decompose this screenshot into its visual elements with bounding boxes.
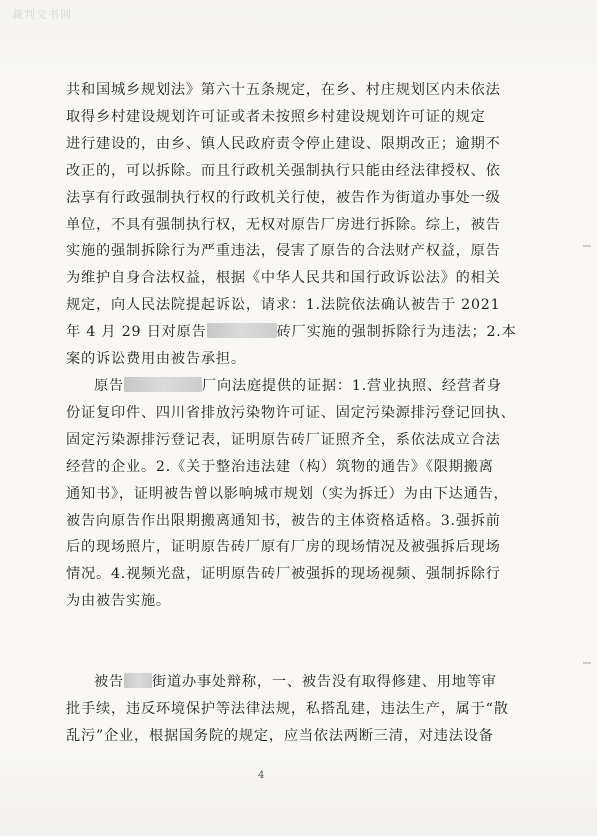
text-line: 通知书》，证明被告曾以影响城市规划（实为拆迁）为由下达通告，	[66, 485, 509, 502]
text-line: 批手续，违反环境保护等法律法规，私搭乱建，违法生产，属于“散	[66, 700, 509, 717]
text-line: 法享有行政强制执行权的行政机关行使，被告作为街道办事处一级	[66, 189, 501, 206]
text-line	[66, 373, 530, 400]
text-line: 单位，不具有强制执行权，无权对原告厂房进行拆除。综上，被告	[66, 216, 501, 233]
page-number: 4	[258, 770, 265, 781]
text-line: 固定污染源排污登记表，证明原告砖厂证照齐全，系依法成立合法	[66, 431, 501, 448]
text-line: 规定，向人民法院提起诉讼，请求：1.法院依法确认被告于 2021	[66, 297, 501, 314]
text-line: 份证复印件、四川省排放污染物许可证、固定污染源排污登记回执、	[66, 404, 516, 421]
text-fragment: 厂向法庭提供的证据：1.营业执照、经营者身	[201, 378, 502, 394]
text-line: 取得乡村建设规划许可证或者未按照乡村建设规划许可证的规定	[66, 108, 486, 125]
paragraph-3	[66, 669, 530, 750]
redaction-block	[124, 673, 152, 688]
redaction-block	[207, 323, 277, 338]
text-fragment: 街道办事处辩称，一、被告没有取得修建、用地等审	[151, 674, 497, 690]
paragraph-2	[66, 373, 530, 615]
paragraph-1	[66, 77, 530, 373]
text-fragment: 原告	[94, 378, 124, 394]
text-line: 为维护自身合法权益，根据《中华人民共和国行政诉讼法》的相关	[66, 270, 501, 287]
text-fragment: 被告	[94, 674, 124, 690]
text-line: 情况。4.视频光盘，证明原告砖厂被强拆的现场视频、强制拆除行	[66, 566, 501, 583]
edge-mark	[583, 245, 591, 247]
watermark: 裁判文书网	[12, 8, 72, 21]
text-line: 进行建设的，由乡、镇人民政府责令停止建设、限期改正；逾期不	[66, 135, 501, 152]
text-line: 改正的，可以拆除。而且行政机关强制执行只能由经法律授权、依	[66, 162, 501, 179]
text-fragment: 砖厂实施的强制拆除行为违法；2.本	[276, 324, 517, 341]
text-fragment: 年 4 月 29 日对原告	[66, 324, 207, 341]
text-line	[66, 669, 530, 696]
redaction-block	[124, 377, 202, 392]
edge-mark	[583, 662, 591, 664]
text-line: 实施的强制拆除行为严重违法，侵害了原告的合法财产权益，原告	[66, 243, 501, 260]
text-line	[66, 319, 530, 346]
text-line: 案的诉讼费用由被告承担。	[66, 351, 246, 368]
text-line: 后的现场照片，证明原告砖厂原有厂房的现场情况及被强拆后现场	[66, 539, 501, 556]
text-line: 乱污”企业，根据国务院的规定，应当依法两断三清，对违法设备	[66, 727, 494, 744]
text-line: 经营的企业。2.《关于整治违法建（构）筑物的通告》《限期搬离	[66, 458, 494, 475]
text-line: 被告向原告作出限期搬离通知书，被告的主体资格适格。3.强拆前	[66, 512, 501, 529]
text-line: 为由被告实施。	[66, 593, 171, 610]
text-line: 共和国城乡规划法》第六十五条规定，在乡、村庄规划区内未依法	[66, 82, 501, 98]
